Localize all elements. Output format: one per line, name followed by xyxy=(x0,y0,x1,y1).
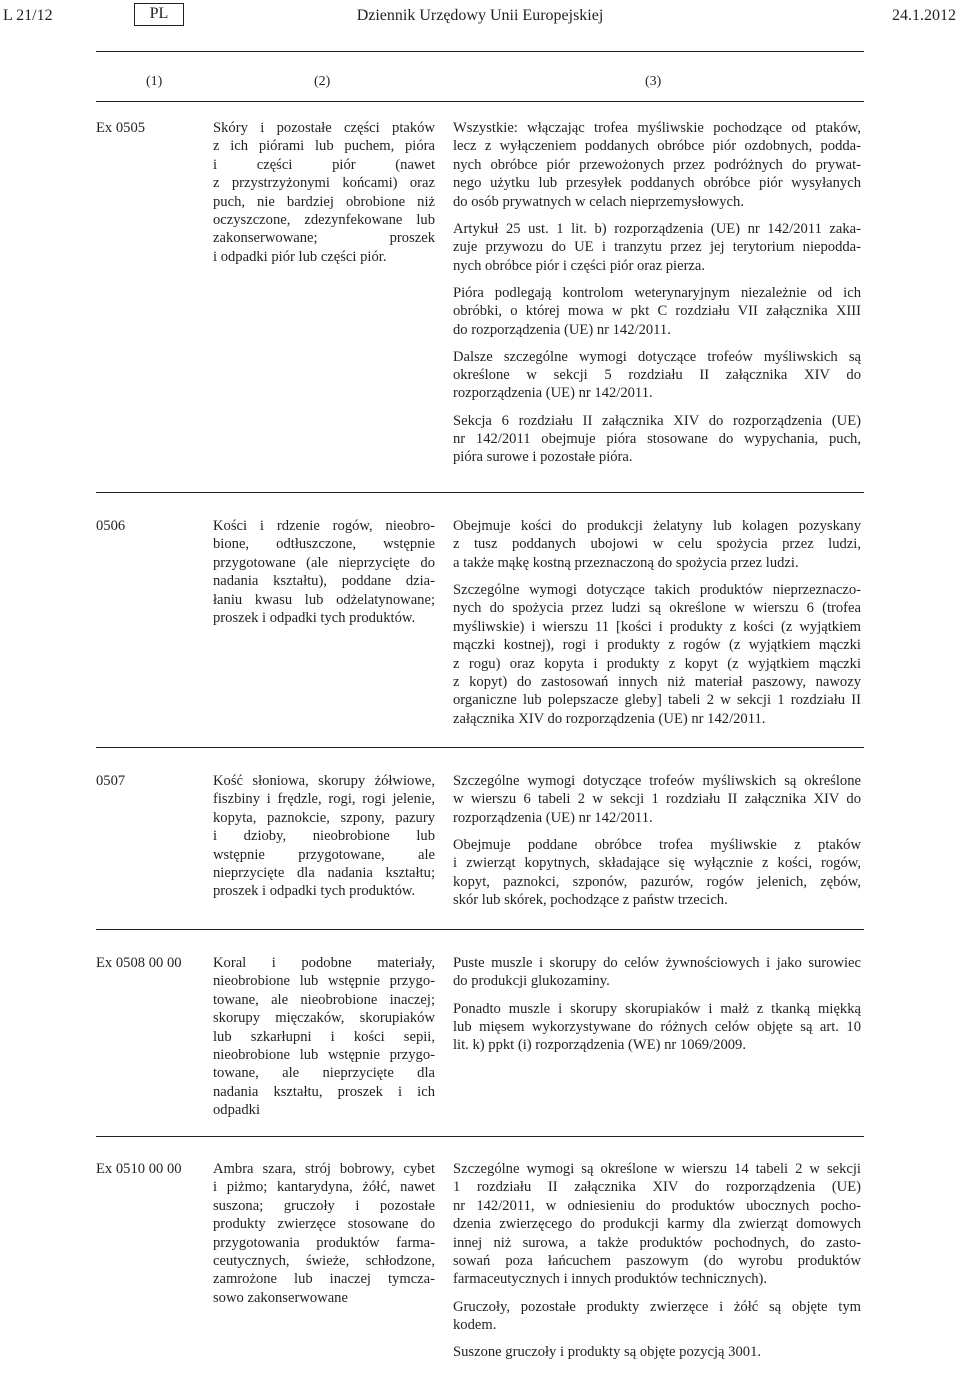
description-line: i piżmo; kantarydyna, żółć, nawet xyxy=(213,1179,435,1196)
condition-paragraph xyxy=(453,284,861,339)
description-line: Ambra szara, strój bobrowy, cybet xyxy=(213,1161,435,1177)
condition-paragraph xyxy=(453,1343,861,1361)
product-description xyxy=(213,517,435,627)
condition-line: Sekcja 6 rozdziału II załącznika XIV do rozporządzenia (UE) xyxy=(453,412,861,429)
description-line: nieobrobione lub wstępnie przygo- xyxy=(213,973,435,990)
description-line: towane, ale nieprzycięte dla xyxy=(213,1065,435,1082)
condition-line: Artykuł 25 ust. 1 lit. b) rozporządzenia (UE) nr 142/2011 zaka- xyxy=(453,220,861,237)
condition-paragraph xyxy=(453,412,861,467)
condition-line: do rozporządzenia (UE) nr 142/2011. xyxy=(453,321,671,338)
description-line: fiszbiny i frędzle, rogi, rogi jelenie, xyxy=(213,791,435,808)
description-line: bione, odtłuszczone, wstępnie xyxy=(213,536,435,553)
conditions-text xyxy=(453,772,861,918)
description-line: przygotowane (ale nieprzycięte do xyxy=(213,554,435,571)
description-line: i odpadki piór lub części piór. xyxy=(213,248,387,265)
condition-line: dzenia zwierzęcego do produkcji karmy dla zwierząt domowych xyxy=(453,1216,861,1233)
description-line: oczyszczone, zdezynfekowane lub xyxy=(213,211,435,228)
description-line: sowo zakonserwowane xyxy=(213,1289,348,1306)
language-badge: PL xyxy=(134,3,184,26)
condition-line: określone w sekcji 5 rozdziału II załącznika XIV do xyxy=(453,367,861,384)
description-line: towane, ale nieobrobione inaczej; xyxy=(213,991,435,1008)
description-line: Kość słoniowa, skorupy żółwiowe, xyxy=(213,773,435,789)
condition-line: Suszone gruczoły i produkty są objęte pozycją 3001. xyxy=(453,1344,762,1361)
condition-line: kopyt, paznokci, szponów, pazurów, rogów jelenich, zębów, xyxy=(453,873,861,890)
condition-line: kodem. xyxy=(453,1316,497,1333)
condition-line: Ponadto muszle i skorupy skorupiaków i małż z tkanką miękką xyxy=(453,1000,861,1017)
condition-paragraph xyxy=(453,119,861,211)
condition-line: Szczególne wymogi dotyczące trofeów myśliwskich są określone xyxy=(453,773,861,789)
condition-line: innej niż surowa, a także produktów pochodnych, do zasto- xyxy=(453,1234,861,1251)
condition-line: i zwierząt kopytnych, składające się wyłącznie z kości, rogów, xyxy=(453,855,861,872)
conditions-text xyxy=(453,954,861,1064)
conditions-text xyxy=(453,517,861,737)
condition-line: nr 142/2011, w odniesieniu do produktów ubocznych pocho- xyxy=(453,1197,861,1214)
description-line: produkty zwierzęce stosowane do xyxy=(213,1216,435,1233)
row-divider xyxy=(96,747,864,748)
condition-paragraph xyxy=(453,954,861,991)
description-line: nadania kształtu, proszek i ich xyxy=(213,1083,435,1100)
column-header-1: (1) xyxy=(146,74,163,89)
condition-paragraph xyxy=(453,517,861,572)
product-description xyxy=(213,954,435,1120)
condition-line: nych do spożycia przez ludzi są określone w wierszu 6 (trofea xyxy=(453,600,861,617)
conditions-text xyxy=(453,119,861,476)
description-line: odpadki xyxy=(213,1102,261,1119)
description-line: nieobrobione lub wstępnie przygo- xyxy=(213,1046,435,1063)
description-line: kopyta, paznokcie, szpony, pazury xyxy=(213,809,435,826)
condition-paragraph xyxy=(453,1160,861,1289)
condition-line: 1 rozdziału II załącznika XIV do rozporządzenia (UE) xyxy=(453,1179,861,1196)
product-description xyxy=(213,1160,435,1307)
condition-line: nego użytku lub przesyłek poddanych obróbce piór wysyłanych xyxy=(453,175,861,192)
row-divider xyxy=(96,929,864,930)
condition-line: Pióra podlegają kontrolom weterynaryjnym niezależnie od ich xyxy=(453,284,861,301)
condition-line: Wszystkie: włączając trofea myśliwskie pochodzące od ptaków, xyxy=(453,120,861,136)
condition-line: rozporządzenia (UE) nr 142/2011. xyxy=(453,385,653,402)
condition-line: Gruczoły, pozostałe produkty zwierzęce i żółć są objęte tym xyxy=(453,1298,861,1315)
description-line: łaniu kwasu lub odżelatynowane; xyxy=(213,591,435,608)
condition-line: lecz z wyłączeniem poddanych obróbce piór ozdobnych, podda- xyxy=(453,138,861,155)
condition-line: organiczne lub polepszacze gleby] tabeli 2 w sekcji 1 rozdziału II xyxy=(453,692,861,709)
condition-line: z kopyt) do zastosowań innych niż materiał paszowy, nawozy xyxy=(453,673,861,690)
condition-line: obróbki, o której mowa w pkt C rozdziału VII załącznika XIII xyxy=(453,303,861,320)
description-line: proszek i odpadki tych produktów. xyxy=(213,609,416,626)
description-line: lub szkarłupni i kości sepii, xyxy=(213,1028,435,1045)
condition-paragraph xyxy=(453,1298,861,1335)
description-line: zakonserwowane; proszek xyxy=(213,230,435,247)
condition-line: rozporządzenia (UE) nr 142/2011. xyxy=(453,809,653,826)
condition-line: lub mięsem wykorzystywane do różnych celów objęte są art. 10 xyxy=(453,1018,861,1035)
condition-line: w wierszu 6 tabeli 2 w sekcji 1 rozdziału II załącznika XIV do xyxy=(453,791,861,808)
condition-line: nych obróbce piór przewożonych przez podróżnych do prywat- xyxy=(453,156,861,173)
condition-line: z rogu) oraz kopyta i produkty z kopyt (z wyjątkiem mączki xyxy=(453,655,861,672)
description-line: Koral i podobne materiały, xyxy=(213,955,435,971)
condition-line: Puste muszle i skorupy do celów żywnościowych i jako surowiec xyxy=(453,955,861,971)
cn-code: Ex 0510 00 00 xyxy=(96,1161,182,1177)
condition-paragraph xyxy=(453,220,861,275)
condition-paragraph xyxy=(453,1000,861,1055)
journal-title: Dziennik Urzędowy Unii Europejskiej xyxy=(356,7,604,24)
condition-line: nr 142/2011 obejmuje pióra stosowane do wypychania, puch, xyxy=(453,431,861,448)
row-divider xyxy=(96,1136,864,1137)
description-line: nadania kształtu), poddane dzia- xyxy=(213,573,435,590)
condition-line: a także mąkę kostną przeznaczoną do spożycia przez ludzi. xyxy=(453,554,799,571)
page-reference: L 21/12 xyxy=(3,7,53,24)
condition-line: farmaceutycznych i innych produktów technicznych). xyxy=(453,1271,768,1288)
condition-paragraph xyxy=(453,348,861,403)
table-header-rule xyxy=(96,101,864,102)
product-description xyxy=(213,119,435,266)
column-header-3: (3) xyxy=(645,74,662,89)
condition-line: zuje przywozu do UE i tranzytu przez jej terytorium niepodda- xyxy=(453,239,861,256)
description-line: i dzioby, nieobrobione lub xyxy=(213,828,435,845)
condition-line: Szczególne wymogi dotyczące takich produktów nieprzeznaczo- xyxy=(453,581,861,598)
condition-line: myśliwskie) i wierszu 11 [kości i produkty z kości (z wyjątkiem xyxy=(453,618,861,635)
description-line: wstępnie przygotowane, ale xyxy=(213,846,435,863)
table-top-rule xyxy=(96,51,864,52)
condition-line: do produkcji glukozaminy. xyxy=(453,973,610,990)
cn-code: Ex 0505 xyxy=(96,120,146,136)
description-line: zamrożone lub inaczej tymcza- xyxy=(213,1271,435,1288)
description-line: suszona; gruczoły i pozostałe xyxy=(213,1197,435,1214)
cn-code: Ex 0508 00 00 xyxy=(96,955,182,971)
description-line: z ich piórami lub puchem, pióra xyxy=(213,138,435,155)
description-line: z przystrzyżonymi końcami) oraz xyxy=(213,175,435,192)
publication-date: 24.1.2012 xyxy=(892,7,956,24)
condition-line: Szczególne wymogi są określone w wierszu 14 tabeli 2 w sekcji xyxy=(453,1161,861,1177)
cn-code: 0506 xyxy=(96,518,126,534)
condition-line: nych obróbce piór i części piór oraz pierza. xyxy=(453,257,706,274)
condition-paragraph xyxy=(453,581,861,728)
condition-line: Obejmuje poddane obróbce trofea myśliwskie z ptaków xyxy=(453,836,861,853)
condition-line: Dalsze szczególne wymogi dotyczące trofeów myśliwskich są xyxy=(453,348,861,365)
description-line: skorupy mięczaków, skorupiaków xyxy=(213,1010,435,1027)
description-line: proszek i odpadki tych produktów. xyxy=(213,883,416,900)
cn-code: 0507 xyxy=(96,773,126,789)
description-line: Kości i rdzenie rogów, nieobro- xyxy=(213,518,435,534)
description-line: nieprzycięte dla nadania kształtu; xyxy=(213,864,435,881)
column-header-2: (2) xyxy=(314,74,331,89)
description-line: ceutycznych, świeże, schłodzone, xyxy=(213,1252,435,1269)
condition-line: pióra surowe i pozostałe pióra. xyxy=(453,449,633,466)
condition-line: załącznika XIV do rozporządzenia (UE) nr 142/2011. xyxy=(453,710,766,727)
description-line: przygotowania produktów farma- xyxy=(213,1234,435,1251)
condition-line: do osób prywatnych w celach nieprzemysłowych. xyxy=(453,193,744,210)
conditions-text xyxy=(453,1160,861,1370)
condition-line: lit. k) ppkt (i) rozporządzenia (WE) nr 1069/2009. xyxy=(453,1037,746,1054)
description-line: i części piór (nawet xyxy=(213,156,435,173)
condition-line: sowań poza łańcuchem paszowym (do wyrobu produktów xyxy=(453,1252,861,1269)
condition-line: Obejmuje kości do produkcji żelatyny lub kolagen pozyskany xyxy=(453,518,861,534)
product-description xyxy=(213,772,435,901)
condition-paragraph xyxy=(453,836,861,910)
condition-paragraph xyxy=(453,772,861,827)
page-header xyxy=(0,3,960,27)
description-line: puch, nie bardziej obrobione niż xyxy=(213,193,435,210)
row-divider xyxy=(96,492,864,493)
condition-line: mączki kostnej), rogi i produkty z rogów (z wyjątkiem mączki xyxy=(453,637,861,654)
condition-line: z tusz poddanych ubojowi w celu spożycia przez ludzi, xyxy=(453,536,861,553)
condition-line: skór lub skórek, pochodzące z państw trzecich. xyxy=(453,892,728,909)
description-line: Skóry i pozostałe części ptaków xyxy=(213,120,435,136)
